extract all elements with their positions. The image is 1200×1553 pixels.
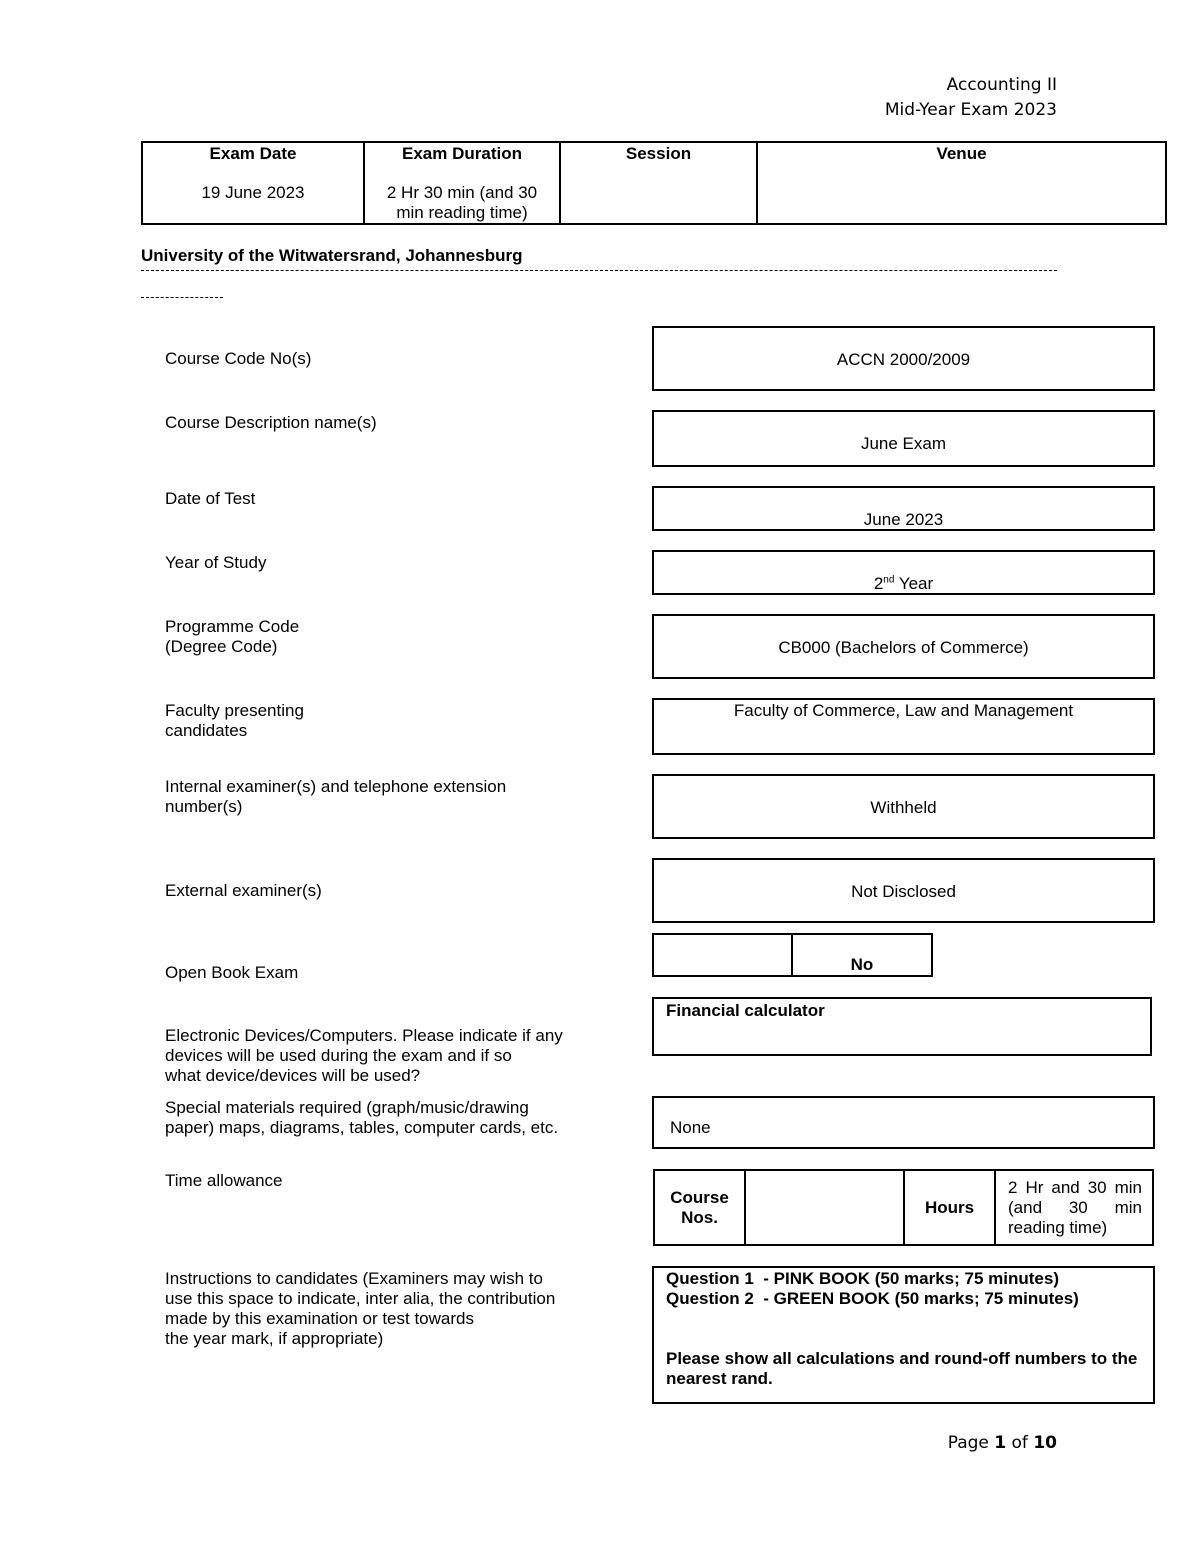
instruction-question-1: Question 1 - PINK BOOK (50 marks; 75 minutes) (666, 1269, 1059, 1288)
programme-label-line2: (Degree Code) (165, 637, 278, 656)
instructions-label-line1: Instructions to candidates (Examiners may wish to (165, 1269, 543, 1288)
external-examiner-box (652, 858, 1155, 923)
year-word: Year (894, 574, 934, 593)
external-examiner-label: External examiner(s) (165, 881, 322, 900)
materials-value: None (670, 1118, 711, 1137)
programme-value: CB000 (Bachelors of Commerce) (778, 638, 1029, 657)
hours-label: Hours (924, 1197, 975, 1217)
internal-label-line2: number(s) (165, 797, 243, 816)
external-examiner-value: Not Disclosed (851, 882, 956, 901)
exam-duration-header: Exam Duration (402, 144, 522, 163)
internal-examiner-box (652, 774, 1155, 839)
materials-label (165, 1098, 558, 1138)
materials-label-line2: paper) maps, diagrams, tables, computer cards, etc. (165, 1118, 559, 1137)
instructions-label-line2: use this space to indicate, inter alia, the contribution (165, 1289, 556, 1308)
devices-label-line1: Electronic Devices/Computers. Please indicate if any (165, 1026, 563, 1045)
course-desc-box (652, 410, 1155, 467)
year-value (874, 574, 933, 593)
faculty-label-line2: candidates (165, 721, 248, 740)
venue-header: Venue (936, 144, 987, 163)
course-desc-label: Course Description name(s) (165, 413, 377, 432)
year-box (652, 550, 1155, 595)
page-current: 1 (994, 1433, 1007, 1453)
course-code-label: Course Code No(s) (165, 349, 312, 368)
materials-box (652, 1096, 1155, 1149)
internal-label-line1: Internal examiner(s) and telephone extension (165, 777, 507, 796)
devices-label-line3: what device/devices will be used? (165, 1066, 421, 1085)
course-code-value: ACCN 2000/2009 (836, 350, 971, 369)
session-header: Session (625, 144, 692, 163)
hours-cell (904, 1170, 995, 1245)
header-exam: Mid-Year Exam 2023 (884, 100, 1057, 120)
hours-value-cell (995, 1170, 1153, 1245)
course-nos-value-cell (745, 1170, 904, 1245)
session-cell (560, 142, 757, 224)
year-suffix: nd (883, 574, 895, 586)
instructions-box (652, 1266, 1155, 1404)
faculty-box (652, 698, 1155, 755)
faculty-label-line1: Faculty presenting (165, 701, 304, 720)
exam-date-value: 19 June 2023 (201, 183, 305, 202)
time-allowance-table (653, 1169, 1154, 1246)
course-desc-value: June Exam (860, 434, 947, 453)
page-number: Page 1 of 10 (947, 1433, 1057, 1453)
internal-examiner-value: Withheld (870, 798, 937, 817)
hours-value: 2 Hr and 30 min (and 30 min reading time) (1008, 1177, 1142, 1237)
exam-duration-value: 2 Hr 30 min (and 30 min reading time) (386, 183, 538, 222)
date-label: Date of Test (165, 489, 256, 508)
university-name: University of the Witwatersrand, Johannesburg (141, 246, 523, 265)
course-nos-label: Course Nos. (670, 1187, 729, 1227)
open-book-value: No (850, 955, 874, 974)
open-book-label: Open Book Exam (165, 963, 299, 982)
programme-box (652, 614, 1155, 679)
header-course: Accounting II (946, 75, 1057, 95)
programme-label-line1: Programme Code (165, 617, 300, 636)
programme-label (165, 617, 299, 657)
instruction-question-2: Question 2 - GREEN BOOK (50 marks; 75 minutes) (666, 1289, 1079, 1308)
devices-box (652, 997, 1152, 1056)
exam-date-header: Exam Date (209, 144, 297, 163)
page-total: 10 (1033, 1433, 1057, 1453)
separator-line (141, 270, 1057, 273)
course-nos-cell (654, 1170, 745, 1245)
exam-duration-cell (364, 142, 560, 224)
devices-label-line2: devices will be used during the exam and if so (165, 1046, 512, 1065)
venue-cell (757, 142, 1166, 224)
faculty-value: Faculty of Commerce, Law and Management (733, 701, 1074, 720)
course-code-box (652, 326, 1155, 391)
devices-value: Financial calculator (666, 1001, 825, 1020)
instructions-label-line4: the year mark, if appropriate) (165, 1329, 384, 1348)
internal-examiner-label (165, 777, 506, 817)
materials-label-line1: Special materials required (graph/music/drawing (165, 1098, 529, 1117)
instruction-note: Please show all calculations and round-off numbers to the nearest rand. (666, 1349, 1138, 1388)
devices-label (165, 1026, 563, 1086)
instructions-label (165, 1269, 555, 1349)
exam-date-cell (142, 142, 364, 224)
faculty-label (165, 701, 304, 741)
separator-line-end (141, 297, 223, 300)
time-allowance-label: Time allowance (165, 1171, 283, 1190)
open-book-empty-cell (652, 933, 793, 977)
instructions-label-line3: made by this examination or test towards (165, 1309, 474, 1328)
date-box (652, 486, 1155, 531)
date-value: June 2023 (863, 510, 944, 529)
year-label: Year of Study (165, 553, 267, 572)
open-book-box (791, 933, 933, 977)
year-number: 2 (873, 574, 884, 593)
exam-info-table (141, 141, 1167, 225)
